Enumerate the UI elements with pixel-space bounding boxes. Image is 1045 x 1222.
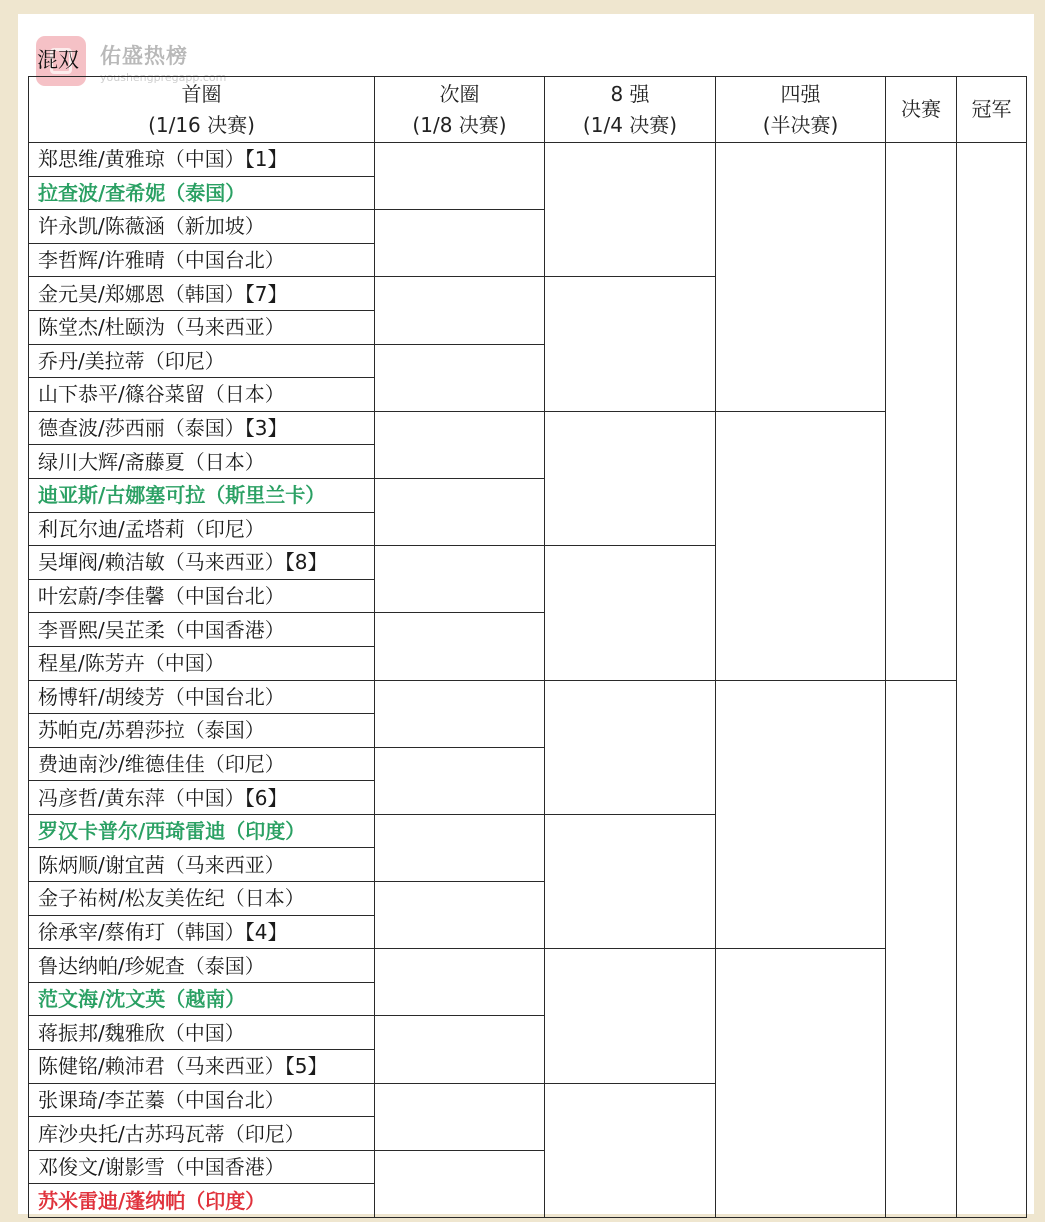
round-16-slot — [375, 949, 545, 1016]
bracket-body — [29, 143, 1027, 1218]
header-round-16 — [375, 77, 545, 143]
team-cell: 杨博轩/胡绫芳（中国台北） — [29, 680, 375, 714]
round-16-slot — [375, 344, 545, 411]
header-round-32 — [29, 77, 375, 143]
team-cell: 迪亚斯/古娜塞可拉（斯里兰卡） — [29, 478, 375, 512]
round-16-slot — [375, 478, 545, 545]
bracket-row — [29, 411, 1027, 445]
event-label: 混双 — [37, 48, 79, 72]
round-16-slot — [375, 747, 545, 814]
round-16-slot — [375, 1016, 545, 1083]
team-cell: 库沙央托/古苏玛瓦蒂（印尼） — [29, 1117, 375, 1151]
team-cell: 蒋振邦/魏雅欣（中国） — [29, 1016, 375, 1050]
header-semifinal-subtitle: (半决赛) — [762, 112, 839, 137]
team-cell: 张课琦/李芷蓁（中国台北） — [29, 1083, 375, 1117]
header-final — [886, 77, 957, 143]
round-16-slot — [375, 546, 545, 613]
bracket-row — [29, 143, 1027, 177]
header-round-32-subtitle: (1/16 决赛) — [148, 112, 255, 137]
round-16-slot — [375, 143, 545, 210]
header-semifinal-title: 四强 — [780, 81, 821, 106]
round-16-slot — [375, 1083, 545, 1150]
team-cell: 利瓦尔迪/孟塔莉（印尼） — [29, 512, 375, 546]
header-round-16-subtitle: (1/8 决赛) — [412, 112, 507, 137]
team-cell: 拉查波/查希妮（泰国） — [29, 176, 375, 210]
team-cell: 冯彦哲/黄东萍（中国）【6】 — [29, 781, 375, 815]
bracket-row — [29, 680, 1027, 714]
team-cell: 苏帕克/苏碧莎拉（泰国） — [29, 714, 375, 748]
header-champion — [957, 77, 1027, 143]
round-16-slot — [375, 814, 545, 881]
header-quarterfinal — [545, 77, 716, 143]
team-cell: 鲁达纳帕/珍妮查（泰国） — [29, 949, 375, 983]
team-cell: 罗汉卡普尔/西琦雷迪（印度） — [29, 814, 375, 848]
round-16-slot — [375, 210, 545, 277]
final-slot — [886, 680, 957, 1218]
quarterfinal-slot — [545, 143, 716, 277]
quarterfinal-slot — [545, 814, 716, 948]
semifinal-slot — [716, 949, 886, 1218]
round-16-slot — [375, 613, 545, 680]
semifinal-slot — [716, 143, 886, 412]
header-round-16-title: 次圈 — [439, 81, 480, 106]
watermark-url: youshengpregapp.com — [100, 71, 227, 84]
team-cell: 苏米雷迪/蓬纳帕（印度） — [29, 1184, 375, 1218]
team-cell: 范文海/沈文英（越南） — [29, 982, 375, 1016]
round-16-slot — [375, 882, 545, 949]
header-champion-title: 冠军 — [971, 97, 1012, 121]
team-cell: 吴堚阀/赖洁敏（马来西亚）【8】 — [29, 546, 375, 580]
round-16-slot — [375, 277, 545, 344]
team-cell: 乔丹/美拉蒂（印尼） — [29, 344, 375, 378]
quarterfinal-slot — [545, 411, 716, 545]
team-cell: 李哲辉/许雅晴（中国台北） — [29, 243, 375, 277]
team-cell: 金子祐树/松友美佐纪（日本） — [29, 882, 375, 916]
champion-slot — [957, 143, 1027, 1218]
team-cell: 郑思维/黄雅琼（中国）【1】 — [29, 143, 375, 177]
team-cell: 邓俊文/谢影雪（中国香港） — [29, 1150, 375, 1184]
team-cell: 程星/陈芳卉（中国） — [29, 646, 375, 680]
team-cell: 金元昊/郑娜恩（韩国）【7】 — [29, 277, 375, 311]
bracket-row — [29, 949, 1027, 983]
quarterfinal-slot — [545, 546, 716, 680]
team-cell: 徐承宰/蔡侑玎（韩国）【4】 — [29, 915, 375, 949]
semifinal-slot — [716, 411, 886, 680]
quarterfinal-slot — [545, 277, 716, 411]
watermark-name: 佑盛热榜 — [100, 44, 188, 68]
header-quarterfinal-title: 8 强 — [610, 81, 650, 106]
semifinal-slot — [716, 680, 886, 949]
team-cell: 费迪南沙/维德佳佳（印尼） — [29, 747, 375, 781]
team-cell: 陈健铭/赖沛君（马来西亚）【5】 — [29, 1050, 375, 1084]
round-16-slot — [375, 1150, 545, 1217]
team-cell: 山下恭平/篠谷菜留（日本） — [29, 378, 375, 412]
team-cell: 李晋熙/吴芷柔（中国香港） — [29, 613, 375, 647]
team-cell: 绿川大辉/斋藤夏（日本） — [29, 445, 375, 479]
quarterfinal-slot — [545, 949, 716, 1083]
team-cell: 德查波/莎西丽（泰国）【3】 — [29, 411, 375, 445]
header-row — [29, 77, 1027, 143]
bracket-table — [28, 76, 1027, 1218]
quarterfinal-slot — [545, 1083, 716, 1217]
round-16-slot — [375, 411, 545, 478]
header-final-title: 决赛 — [901, 97, 941, 121]
team-cell: 陈炳顺/谢宜茜（马来西亚） — [29, 848, 375, 882]
team-cell: 陈堂杰/杜颐沩（马来西亚） — [29, 310, 375, 344]
header-semifinal — [716, 77, 886, 143]
team-cell: 许永凯/陈薇涵（新加坡） — [29, 210, 375, 244]
header-round-32-title: 首圈 — [181, 81, 222, 106]
header-quarterfinal-subtitle: (1/4 决赛) — [582, 112, 678, 137]
final-slot — [886, 143, 957, 681]
quarterfinal-slot — [545, 680, 716, 814]
team-cell: 叶宏蔚/李佳馨（中国台北） — [29, 579, 375, 613]
round-16-slot — [375, 680, 545, 747]
